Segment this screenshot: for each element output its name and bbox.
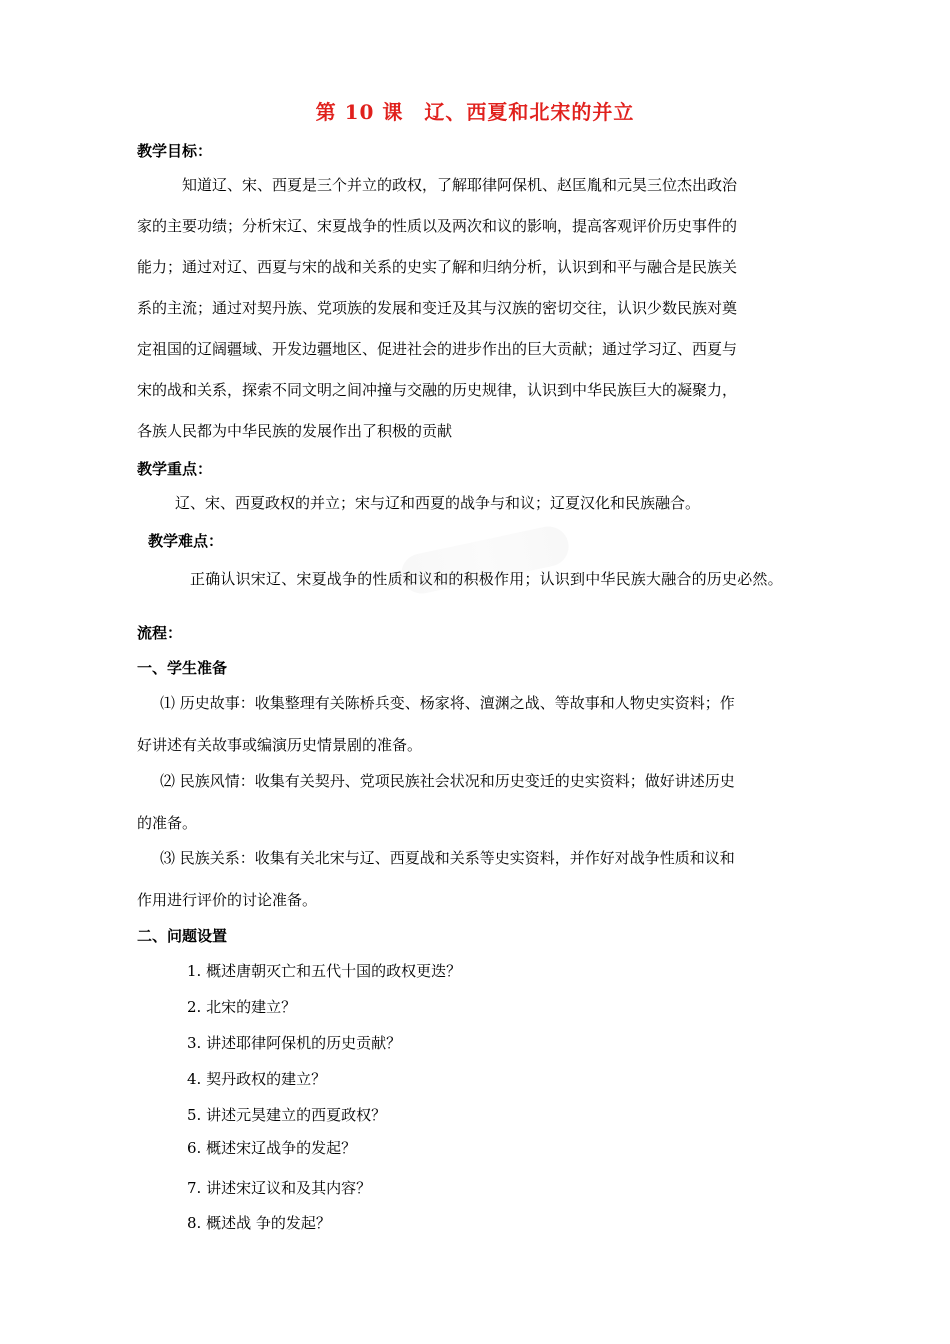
prep-item-line1: ⑶ 民族关系：收集有关北宋与辽、西夏战和关系等史实资料，并作好对战争性质和议和 (160, 849, 735, 867)
difficulties-heading: 教学难点： (148, 532, 224, 550)
prep-item-line2: 好讲述有关故事或编演历史情景剧的准备。 (137, 736, 423, 754)
question-item: 7. 讲述宋辽议和及其内容？ (187, 1179, 372, 1197)
question-item: 5. 讲述元昊建立的西夏政权？ (187, 1106, 387, 1124)
objectives-line: 定祖国的辽阔疆域、开发边疆地区、促进社会的进步作出的巨大贡献；通过学习辽、西夏与 (137, 340, 738, 358)
question-item: 4. 契丹政权的建立？ (187, 1070, 327, 1088)
document-title: 第 10 课 辽、西夏和北宋的并立 (315, 100, 635, 124)
prep-item-line2: 的准备。 (137, 814, 198, 832)
objectives-heading: 教学目标： (137, 142, 213, 160)
objectives-line: 宋的战和关系，探索不同文明之间冲撞与交融的历史规律，认识到中华民族巨大的凝聚力， (137, 381, 738, 399)
prep-item-line1: ⑴ 历史故事：收集整理有关陈桥兵变、杨家将、澶渊之战、等故事和人物史实资料；作 (160, 694, 735, 712)
difficulties-text: 正确认识宋辽、宋夏战争的性质和议和的积极作用；认识到中华民族大融合的历史必然。 (190, 570, 783, 588)
question-item: 1. 概述唐朝灭亡和五代十国的政权更迭？ (187, 962, 462, 980)
prep-item-line2: 作用进行评价的讨论准备。 (137, 891, 318, 909)
objectives-line: 知道辽、宋、西夏是三个并立的政权，了解耶律阿保机、赵匡胤和元昊三位杰出政治 (182, 176, 738, 194)
prep-item-line1: ⑵ 民族风情：收集有关契丹、党项民族社会状况和历史变迁的史实资料；做好讲述历史 (160, 772, 735, 790)
objectives-line: 各族人民都为中华民族的发展作出了积极的贡献 (137, 422, 453, 440)
objectives-line: 系的主流；通过对契丹族、党项族的发展和变迁及其与汉族的密切交往，认识少数民族对奠 (137, 299, 738, 317)
question-item: 8. 概述战 争的发起？ (187, 1214, 331, 1232)
objectives-line: 家的主要功绩；分析宋辽、宋夏战争的性质以及两次和议的影响，提高客观评价历史事件的 (137, 217, 738, 235)
questions-heading: 二、问题设置 (137, 927, 228, 945)
question-item: 2. 北宋的建立？ (187, 998, 297, 1016)
question-item: 6. 概述宋辽战争的发起？ (187, 1139, 357, 1157)
key-points-heading: 教学重点： (137, 460, 213, 478)
key-points-text: 辽、宋、西夏政权的并立；宋与辽和西夏的战争与和议；辽夏汉化和民族融合。 (175, 494, 701, 512)
objectives-line: 能力；通过对辽、西夏与宋的战和关系的史实了解和归纳分析，认识到和平与融合是民族关 (137, 258, 738, 276)
question-item: 3. 讲述耶律阿保机的历史贡献？ (187, 1034, 402, 1052)
student-prep-heading: 一、学生准备 (137, 659, 228, 677)
process-heading: 流程： (137, 624, 183, 642)
